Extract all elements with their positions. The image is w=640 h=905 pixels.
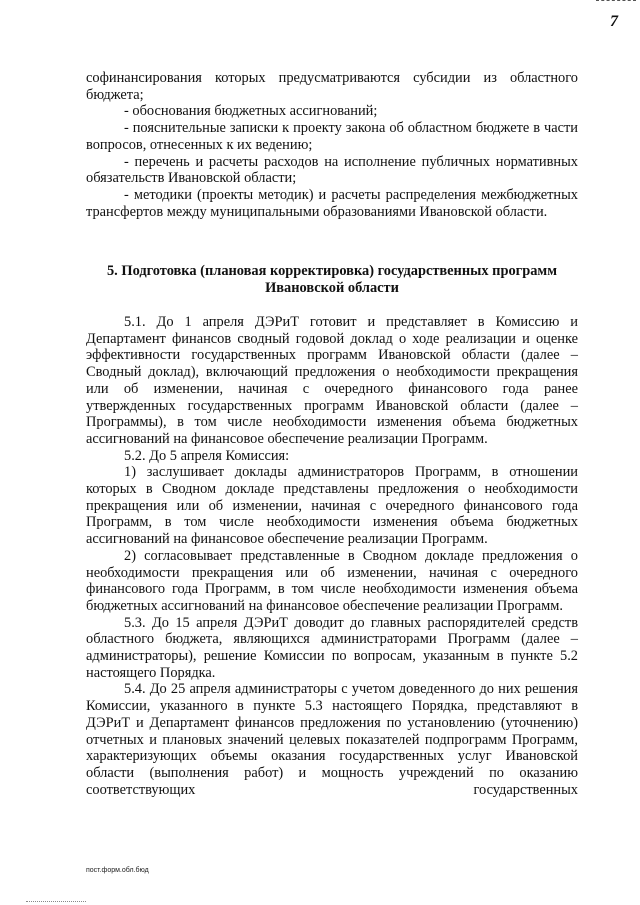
paragraph-5-1: 5.1. До 1 апреля ДЭРиТ готовит и представляет в Комиссию и Департамент финансов сводный годовой доклад о ходе реализации и оценке эффективности государственных программ Ивановской области (далее – Сводный доклад), включающий предложения о необходимости прекращения или об изменении, начиная с очередного финансового года ранее утвержденных государственных программ Ивановской области (далее – Программы), в том числе необходимости изменения объема бюджетных ассигнований на финансовое обеспечение реализации Программ. (86, 314, 578, 447)
top-block (86, 70, 578, 220)
section-heading-line-2: Ивановской области (265, 280, 399, 296)
paragraph-5-2: 5.2. До 5 апреля Комиссия: (124, 447, 290, 464)
paragraph-continuation: софинансирования которых предусматриваются субсидии из областного бюджета; (86, 70, 578, 103)
scan-artifact (26, 901, 86, 904)
section-body (86, 314, 578, 798)
list-item-justification: - обоснования бюджетных ассигнований; (124, 103, 378, 120)
paragraph-5-4: 5.4. До 25 апреля администраторы с учетом доведенного до них решения Комиссии, указанного в пункте 5.3 настоящего Порядка, представляют в ДЭРиТ и Департамент финансов предложения по установлению (уточнению) отчетных и плановых значений целевых показателей подпрограмм Программ, характеризующих объемы оказания государственных услуг Ивановской области (выполнения работ) и мощность учреждений по оказанию соответствующих государственных (86, 681, 578, 798)
page-edge-mark (596, 0, 636, 9)
paragraph-5-3: 5.3. До 15 апреля ДЭРиТ доводит до главных распорядителей средств областного бюджета, являющихся администраторами Программ (далее – администраторы), решение Комиссии по вопросам, указанным в пункте 5.2 настоящего Порядка. (86, 614, 578, 681)
paragraph-5-2-item-2: 2) согласовывает представленные в Сводном докладе предложения о необходимости прекращения или об изменении, начиная с очередного финансового года Программ, в том числе необходимости изменения объема бюджетных ассигнований на финансовое обеспечение реализации Программ. (86, 547, 578, 614)
list-item-public-obligations: - перечень и расчеты расходов на исполнение публичных нормативных обязательств Ивановской области; (86, 153, 578, 187)
paragraph-5-2-item-1: 1) заслушивает доклады администраторов Программ, в отношении которых в Сводном докладе представлены предложения о необходимости прекращения или об изменении, начиная с очередного финансового года Программ, в том числе необходимости изменения объема бюджетных ассигнований на финансовое обеспечение реализации Программ. (86, 464, 578, 548)
section-heading (86, 263, 578, 297)
page-number: 7 (610, 13, 618, 30)
footer-file-name: пост.форм.обл.бюд (86, 867, 149, 874)
list-item-explanatory-notes: - пояснительные записки к проекту закона об областном бюджете в части вопросов, отнесенных к их ведению; (86, 120, 578, 153)
list-item-methods: - методики (проекты методик) и расчеты распределения межбюджетных трансфертов между муниципальными образованиями Ивановской области. (86, 186, 578, 220)
section-heading-line-1: 5. Подготовка (плановая корректировка) государственных программ (106, 263, 557, 279)
